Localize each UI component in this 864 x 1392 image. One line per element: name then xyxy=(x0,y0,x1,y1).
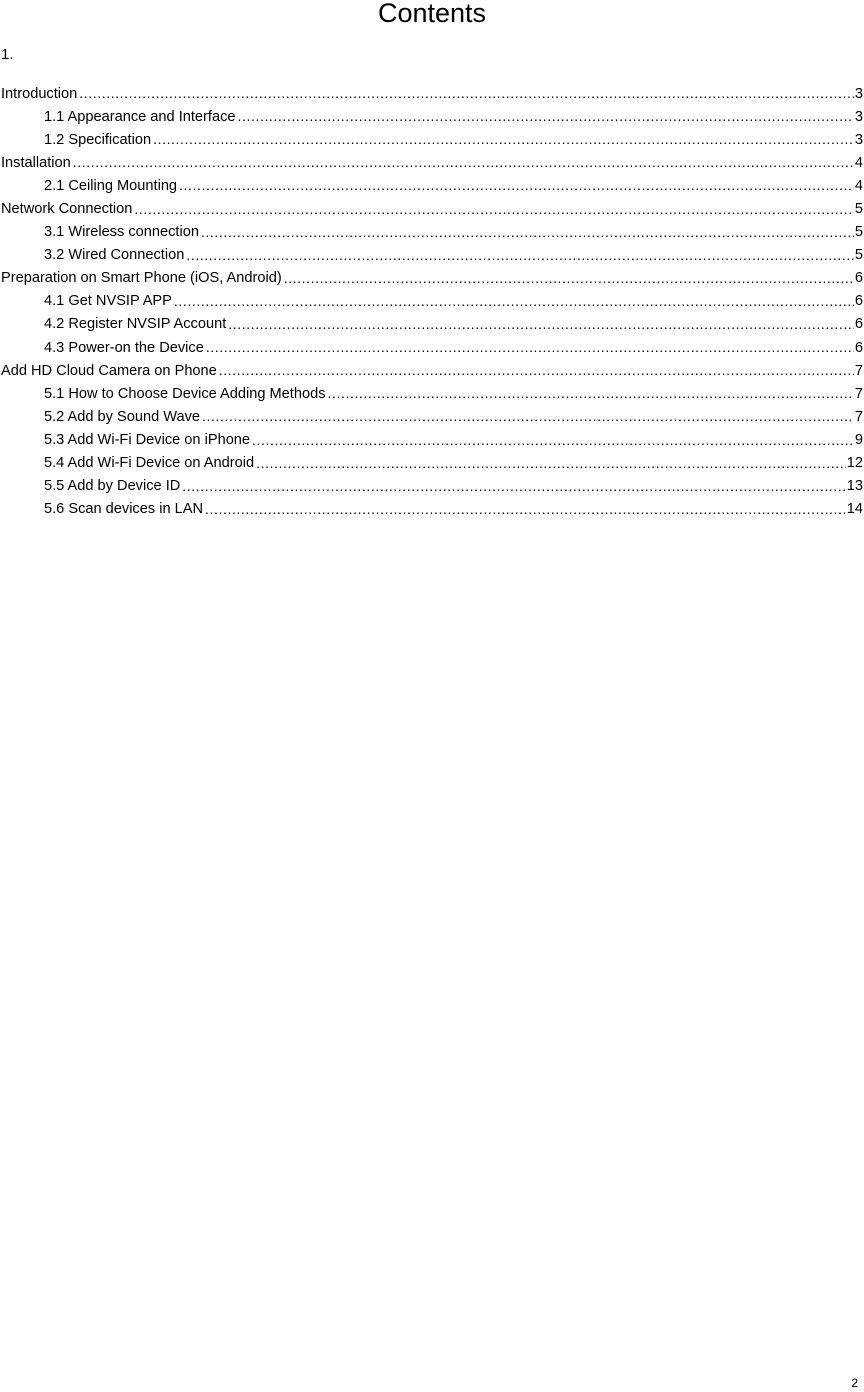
toc-entry-network-connection[interactable] xyxy=(0,197,863,220)
toc-entry-page: 7 xyxy=(854,408,863,425)
toc-entry-add-hd-cloud-camera[interactable] xyxy=(0,359,863,382)
dot-leader xyxy=(182,478,845,498)
dot-leader xyxy=(219,362,854,382)
toc-entry-page: 9 xyxy=(854,431,863,448)
dot-leader xyxy=(252,432,854,452)
toc-entry-page: 5 xyxy=(854,224,863,241)
toc-entry-specification[interactable] xyxy=(0,128,863,151)
table-of-contents xyxy=(0,82,864,521)
dot-leader xyxy=(73,154,854,174)
toc-entry-installation[interactable] xyxy=(0,151,863,174)
toc-entry-scan-devices-in-lan[interactable] xyxy=(0,498,863,521)
toc-entry-label: Preparation on Smart Phone (iOS, Android) xyxy=(1,270,282,287)
dot-leader xyxy=(328,385,854,405)
toc-entry-add-wifi-iphone[interactable] xyxy=(0,428,863,451)
toc-entry-page: 6 xyxy=(854,270,863,287)
dot-leader xyxy=(134,201,853,221)
toc-entry-label: 4.2 Register NVSIP Account xyxy=(44,316,227,333)
toc-entry-label: 4.1 Get NVSIP APP xyxy=(44,293,172,310)
toc-entry-register-nvsip-account[interactable] xyxy=(0,313,863,336)
toc-entry-page: 6 xyxy=(854,316,863,333)
toc-entry-page: 5 xyxy=(854,201,863,218)
dot-leader xyxy=(153,131,854,151)
toc-entry-add-by-sound-wave[interactable] xyxy=(0,405,863,428)
page-number: 2 xyxy=(851,1376,858,1390)
dot-leader xyxy=(174,293,854,313)
page-title: Contents xyxy=(377,0,487,28)
toc-entry-label: 5.6 Scan devices in LAN xyxy=(44,501,203,518)
toc-entry-page: 3 xyxy=(854,108,863,125)
toc-entry-page: 3 xyxy=(854,131,863,148)
toc-entry-wired-connection[interactable] xyxy=(0,244,863,267)
toc-entry-label: Network Connection xyxy=(1,201,133,218)
toc-entry-wireless-connection[interactable] xyxy=(0,221,863,244)
toc-entry-page: 14 xyxy=(846,501,863,518)
toc-entry-page: 7 xyxy=(854,362,863,379)
toc-entry-page: 4 xyxy=(854,154,863,171)
dot-leader xyxy=(228,316,854,336)
toc-entry-page: 6 xyxy=(854,293,863,310)
dot-leader xyxy=(201,224,854,244)
toc-entry-label: 5.4 Add Wi-Fi Device on Android xyxy=(44,455,255,472)
toc-entry-label: 5.2 Add by Sound Wave xyxy=(44,408,201,425)
toc-entry-page: 12 xyxy=(846,455,863,472)
dot-leader xyxy=(202,408,854,428)
toc-entry-page: 13 xyxy=(846,478,863,495)
toc-entry-label: 1.1 Appearance and Interface xyxy=(44,108,236,125)
toc-entry-get-nvsip-app[interactable] xyxy=(0,290,863,313)
toc-entry-power-on-the-device[interactable] xyxy=(0,336,863,359)
toc-entry-label: 5.5 Add by Device ID xyxy=(44,478,181,495)
dot-leader xyxy=(206,339,854,359)
toc-entry-label: 4.3 Power-on the Device xyxy=(44,339,204,356)
toc-entry-label: 2.1 Ceiling Mounting xyxy=(44,177,178,194)
dot-leader xyxy=(284,270,854,290)
toc-entry-choose-adding-methods[interactable] xyxy=(0,382,863,405)
toc-entry-label: Installation xyxy=(1,154,71,171)
dot-leader xyxy=(238,108,854,128)
dot-leader xyxy=(79,85,854,105)
dot-leader xyxy=(256,455,846,475)
dot-leader xyxy=(186,247,854,267)
dot-leader xyxy=(179,177,854,197)
toc-entry-introduction[interactable] xyxy=(0,82,863,105)
dot-leader xyxy=(205,501,846,521)
toc-entry-page: 4 xyxy=(854,177,863,194)
toc-entry-page: 5 xyxy=(854,247,863,264)
toc-entry-label: 1.2 Specification xyxy=(44,131,152,148)
toc-entry-preparation-on-smart-phone[interactable] xyxy=(0,267,863,290)
toc-entry-page: 3 xyxy=(854,85,863,102)
toc-entry-appearance-and-interface[interactable] xyxy=(0,105,863,128)
toc-entry-page: 6 xyxy=(854,339,863,356)
toc-entry-label: 3.1 Wireless connection xyxy=(44,224,199,241)
toc-entry-add-wifi-android[interactable] xyxy=(0,452,863,475)
toc-entry-page: 7 xyxy=(854,385,863,402)
toc-entry-add-by-device-id[interactable] xyxy=(0,475,863,498)
toc-entry-label: 5.3 Add Wi-Fi Device on iPhone xyxy=(44,431,251,448)
toc-entry-ceiling-mounting[interactable] xyxy=(0,174,863,197)
toc-entry-label: Add HD Cloud Camera on Phone xyxy=(1,362,217,379)
toc-entry-label: Introduction xyxy=(1,85,78,102)
toc-entry-label: 5.1 How to Choose Device Adding Methods xyxy=(44,385,326,402)
toc-entry-label: 3.2 Wired Connection xyxy=(44,247,185,264)
section-number: 1. xyxy=(1,46,14,63)
